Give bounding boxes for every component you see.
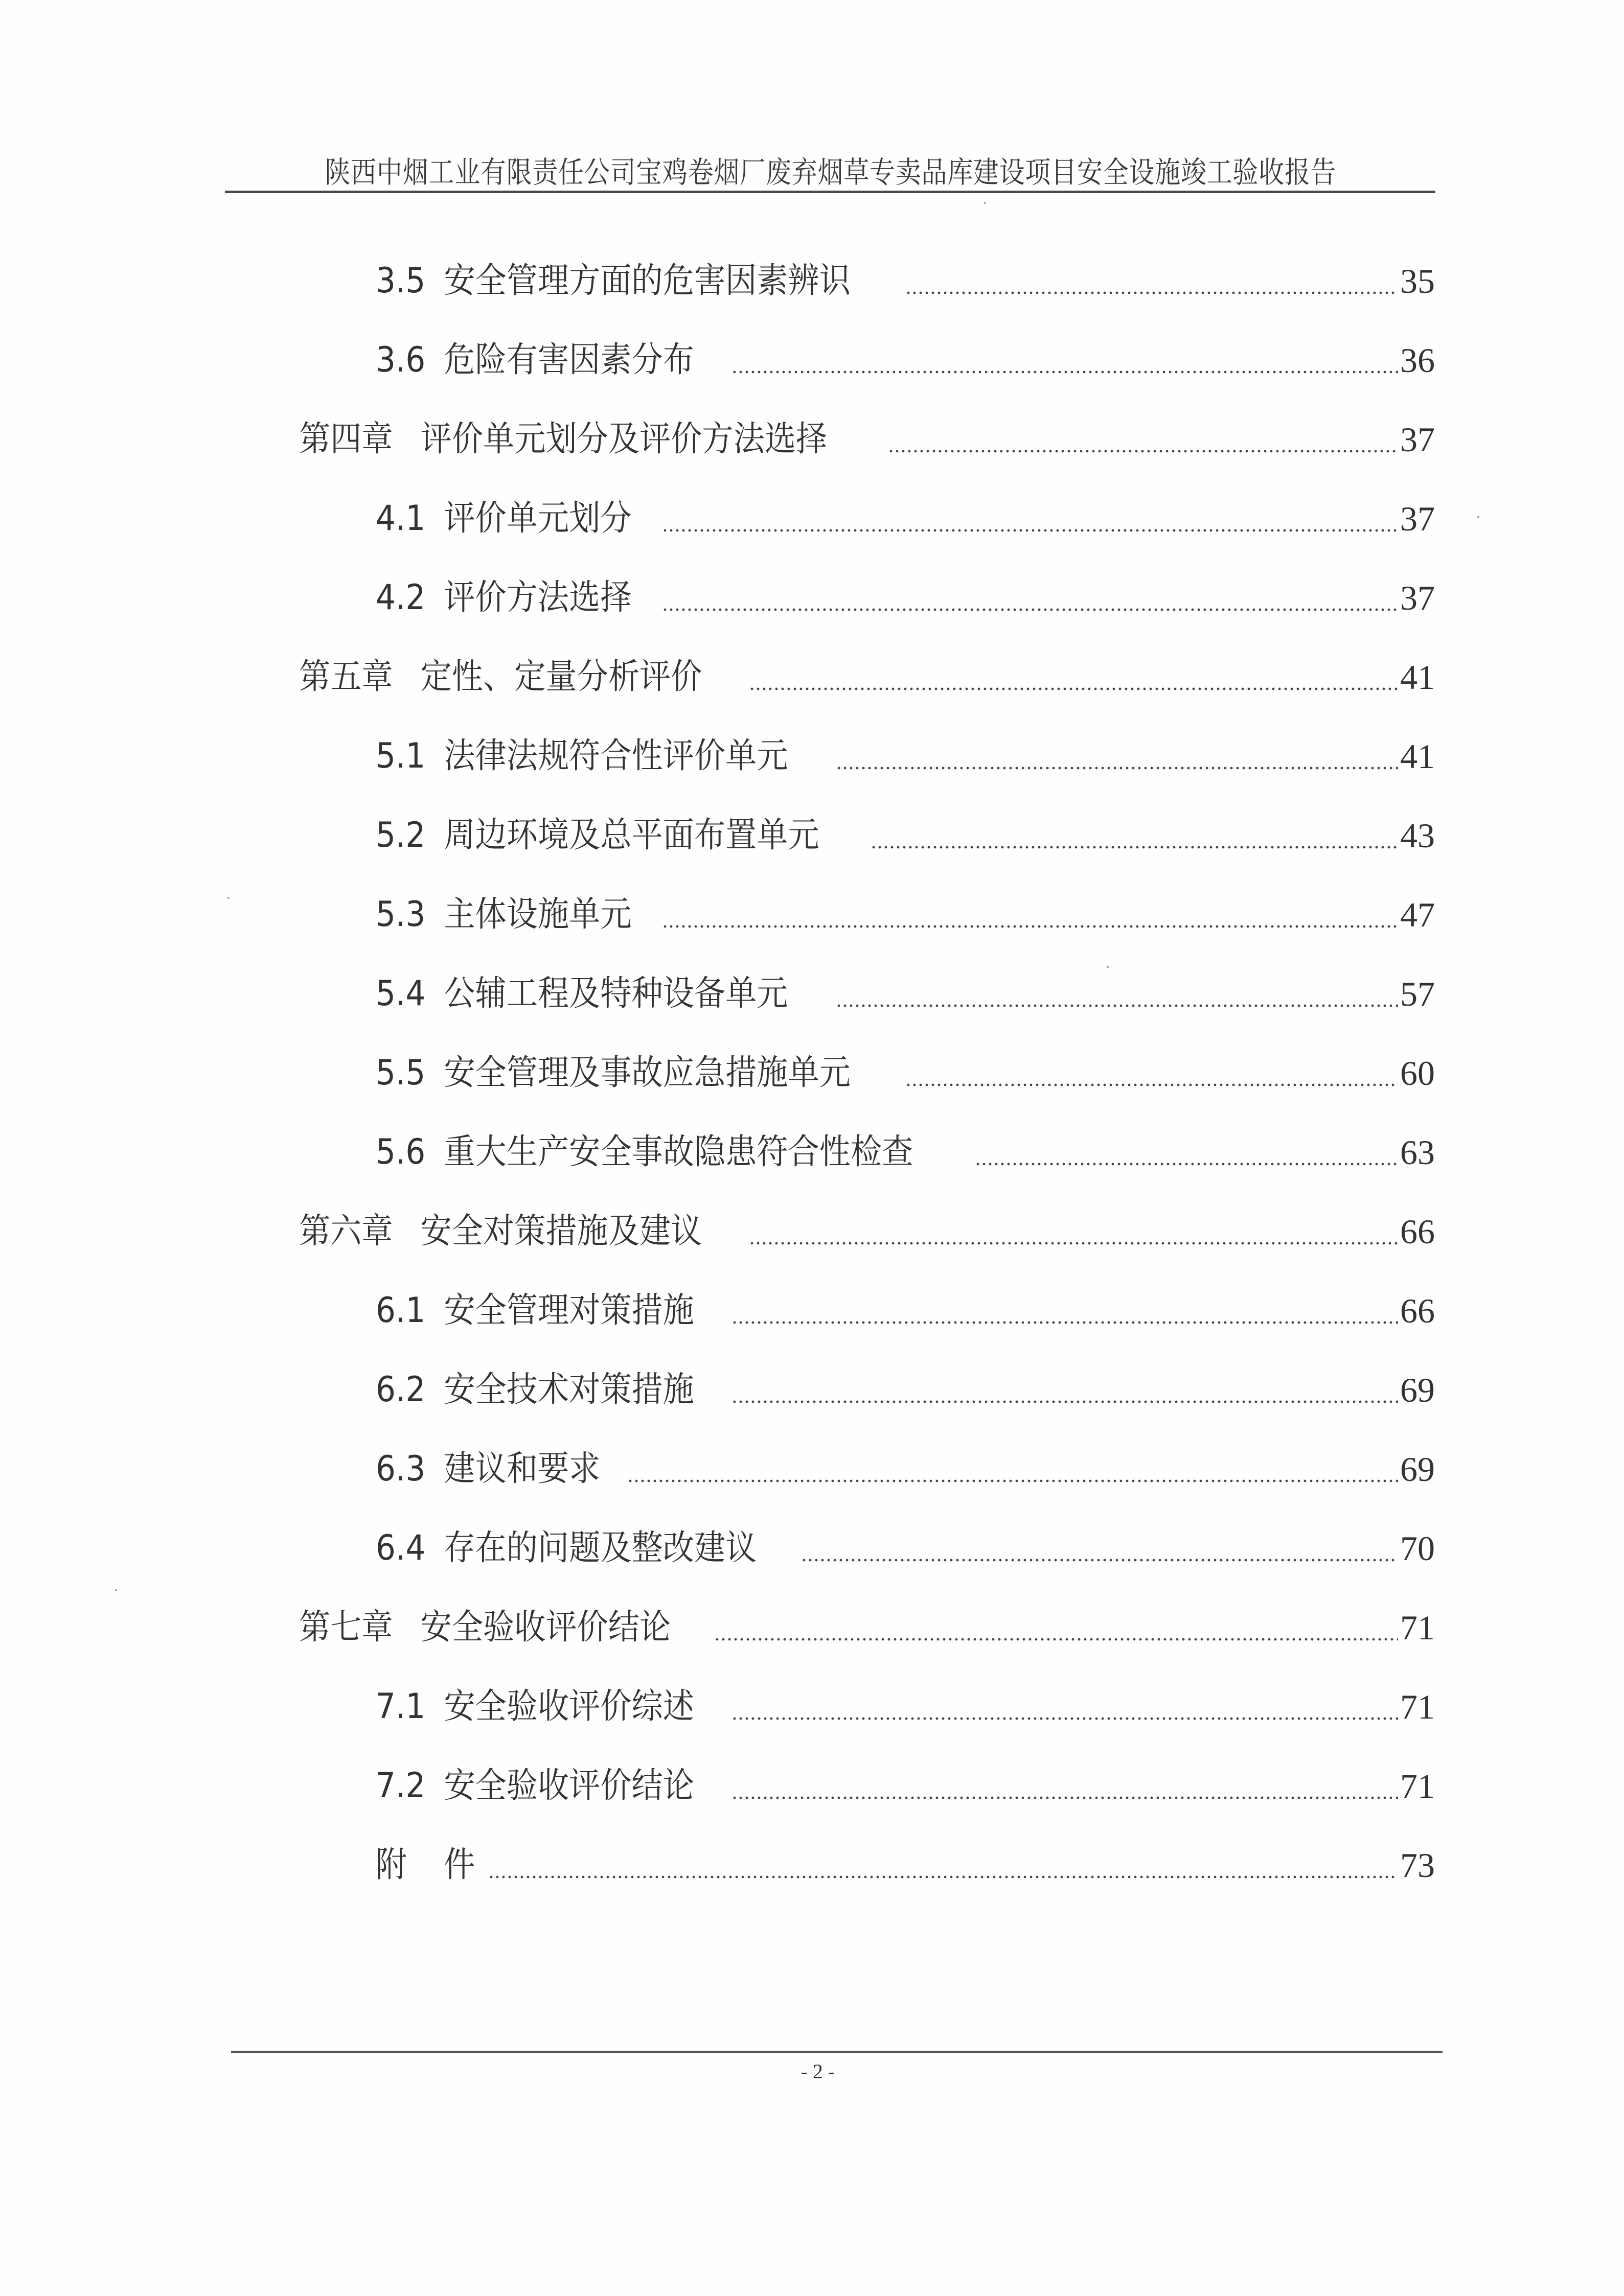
toc-entry-title: 安全管理及事故应急措施单元 [444, 1053, 851, 1093]
toc-entry[interactable] [376, 1129, 1435, 1175]
dot-leader [749, 1241, 1398, 1245]
toc-entry-number: 第四章 [299, 419, 393, 459]
toc-entry-title: 安全管理方面的危害因素辨识 [444, 261, 851, 301]
dot-leader [488, 1875, 1398, 1879]
scan-speck [115, 1589, 117, 1591]
toc-entry-page: 70 [1400, 1529, 1435, 1568]
toc-entry[interactable] [376, 1684, 1435, 1730]
running-header-title: 陕西中烟工业有限责任公司宝鸡卷烟厂废弃烟草专卖品库建设项目安全设施竣工验收报告 [325, 155, 1337, 190]
toc-entry-number: 5.3 [376, 894, 426, 935]
toc-entry[interactable] [376, 496, 1435, 542]
toc-entry-page: 71 [1400, 1767, 1435, 1805]
page-number: - 2 - [800, 2060, 835, 2083]
toc-entry-title: 建议和要求 [444, 1449, 601, 1489]
dot-leader [731, 370, 1398, 374]
toc-entry-number: 6.2 [376, 1370, 426, 1410]
dot-leader [731, 1320, 1398, 1325]
toc-entry-page: 71 [1400, 1687, 1435, 1726]
toc-entry-page: 66 [1400, 1212, 1435, 1251]
toc-entry-page: 47 [1400, 895, 1435, 934]
toc-entry[interactable] [376, 1446, 1435, 1492]
toc-entry-title: 危险有害因素分布 [444, 340, 694, 380]
toc-entry-number: 5.2 [376, 815, 426, 855]
toc-chapter-entry[interactable] [299, 1209, 1435, 1255]
dot-leader [905, 1083, 1398, 1087]
toc-entry-page: 37 [1400, 420, 1435, 459]
toc-entry-page: 57 [1400, 975, 1435, 1013]
toc-entry-page: 36 [1400, 341, 1435, 380]
toc-chapter-entry[interactable] [299, 654, 1435, 700]
toc-entry-title: 安全管理对策措施 [444, 1290, 694, 1331]
dot-leader [836, 766, 1398, 770]
dot-leader [662, 528, 1398, 532]
toc-entry-number: 第七章 [299, 1607, 393, 1648]
toc-entry-page: 69 [1400, 1371, 1435, 1409]
toc-entry-page: 37 [1400, 499, 1435, 538]
toc-entry-page: 43 [1400, 816, 1435, 855]
toc-entry-page: 60 [1400, 1054, 1435, 1093]
toc-entry-title: 评价单元划分及评价方法选择 [420, 419, 828, 459]
toc-entry-number: 6.4 [376, 1528, 426, 1568]
toc-entry-title: 法律法规符合性评价单元 [444, 736, 788, 776]
toc-entry-number: 6.3 [376, 1449, 426, 1489]
toc-entry-title: 安全验收评价结论 [444, 1766, 694, 1806]
toc-entry-number: 4.2 [376, 577, 426, 618]
dot-leader [731, 1796, 1398, 1800]
dot-leader [662, 608, 1398, 612]
toc-entry-title: 安全对策措施及建议 [420, 1211, 702, 1251]
dot-leader [627, 1479, 1398, 1483]
toc-entry-title: 公辅工程及特种设备单元 [444, 973, 788, 1014]
scan-speck [1477, 516, 1479, 518]
toc-entry-number: 5.6 [376, 1132, 426, 1172]
toc-entry-number: 5.5 [376, 1053, 426, 1093]
dot-leader [905, 291, 1398, 295]
toc-entry-page: 71 [1400, 1608, 1435, 1647]
toc-entry-number: 7.2 [376, 1766, 426, 1806]
toc-entry-title: 周边环境及总平面布置单元 [444, 815, 819, 855]
scan-speck [227, 897, 230, 899]
toc-chapter-entry[interactable] [299, 1605, 1435, 1651]
dot-leader [888, 449, 1398, 453]
toc-entry-page: 69 [1400, 1450, 1435, 1489]
toc-entry[interactable] [376, 971, 1435, 1017]
dot-leader [871, 845, 1398, 849]
toc-entry-number: 7.1 [376, 1686, 426, 1727]
toc-entry-page: 41 [1400, 737, 1435, 776]
toc-entry[interactable] [376, 1525, 1435, 1571]
toc-entry[interactable] [376, 258, 1435, 304]
toc-entry-number: 第五章 [299, 657, 393, 697]
dot-leader [662, 924, 1398, 929]
dot-leader [975, 1162, 1398, 1166]
toc-entry-number: 6.1 [376, 1290, 426, 1331]
toc-entry-page: 35 [1400, 262, 1435, 300]
toc-entry-title: 定性、定量分析评价 [420, 657, 702, 697]
scan-speck [984, 202, 986, 204]
toc-entry[interactable] [376, 733, 1435, 779]
toc-entry[interactable] [376, 1763, 1435, 1809]
toc-entry[interactable] [376, 1050, 1435, 1096]
toc-entry-title: 评价方法选择 [444, 577, 632, 618]
toc-entry-title: 安全验收评价结论 [420, 1607, 671, 1648]
toc-entry[interactable] [376, 575, 1435, 621]
toc-entry[interactable] [376, 892, 1435, 938]
toc-entry-number: 3.5 [376, 261, 426, 301]
toc-entry-page: 73 [1400, 1846, 1435, 1885]
toc-entry-title: 安全技术对策措施 [444, 1370, 694, 1410]
toc-chapter-entry[interactable] [299, 416, 1435, 462]
toc-entry-number: 4.1 [376, 498, 426, 539]
footer-rule [231, 2051, 1443, 2053]
dot-leader [801, 1558, 1398, 1562]
toc-entry-page: 63 [1400, 1133, 1435, 1172]
toc-entry-page: 41 [1400, 658, 1435, 697]
toc-appendix-entry[interactable] [376, 1842, 1435, 1888]
toc-entry-number: 5.4 [376, 973, 426, 1014]
toc-entry-title: 重大生产安全事故隐患符合性检查 [444, 1132, 913, 1172]
toc-entry-title: 安全验收评价综述 [444, 1686, 694, 1727]
dot-leader [731, 1400, 1398, 1404]
toc-entry-number: 附 [376, 1845, 407, 1885]
toc-entry-page: 66 [1400, 1291, 1435, 1330]
toc-entry-title: 评价单元划分 [444, 498, 632, 539]
scan-speck [1107, 966, 1109, 968]
dot-leader [836, 1004, 1398, 1008]
toc-entry[interactable] [376, 813, 1435, 859]
header-rule [225, 191, 1435, 193]
dot-leader [749, 687, 1398, 691]
toc-entry-number: 5.1 [376, 736, 426, 776]
toc-entry-number: 第六章 [299, 1211, 393, 1251]
toc-entry-title: 存在的问题及整改建议 [444, 1528, 757, 1568]
dot-leader [731, 1717, 1398, 1721]
toc-entry-page: 37 [1400, 578, 1435, 617]
toc-entry-number: 3.6 [376, 340, 426, 380]
toc-entry[interactable] [376, 337, 1435, 383]
toc-entry-title: 主体设施单元 [444, 894, 632, 935]
toc-entry[interactable] [376, 1367, 1435, 1413]
toc-entry-title: 件 [444, 1845, 475, 1885]
dot-leader [714, 1637, 1398, 1641]
toc-entry[interactable] [376, 1288, 1435, 1334]
